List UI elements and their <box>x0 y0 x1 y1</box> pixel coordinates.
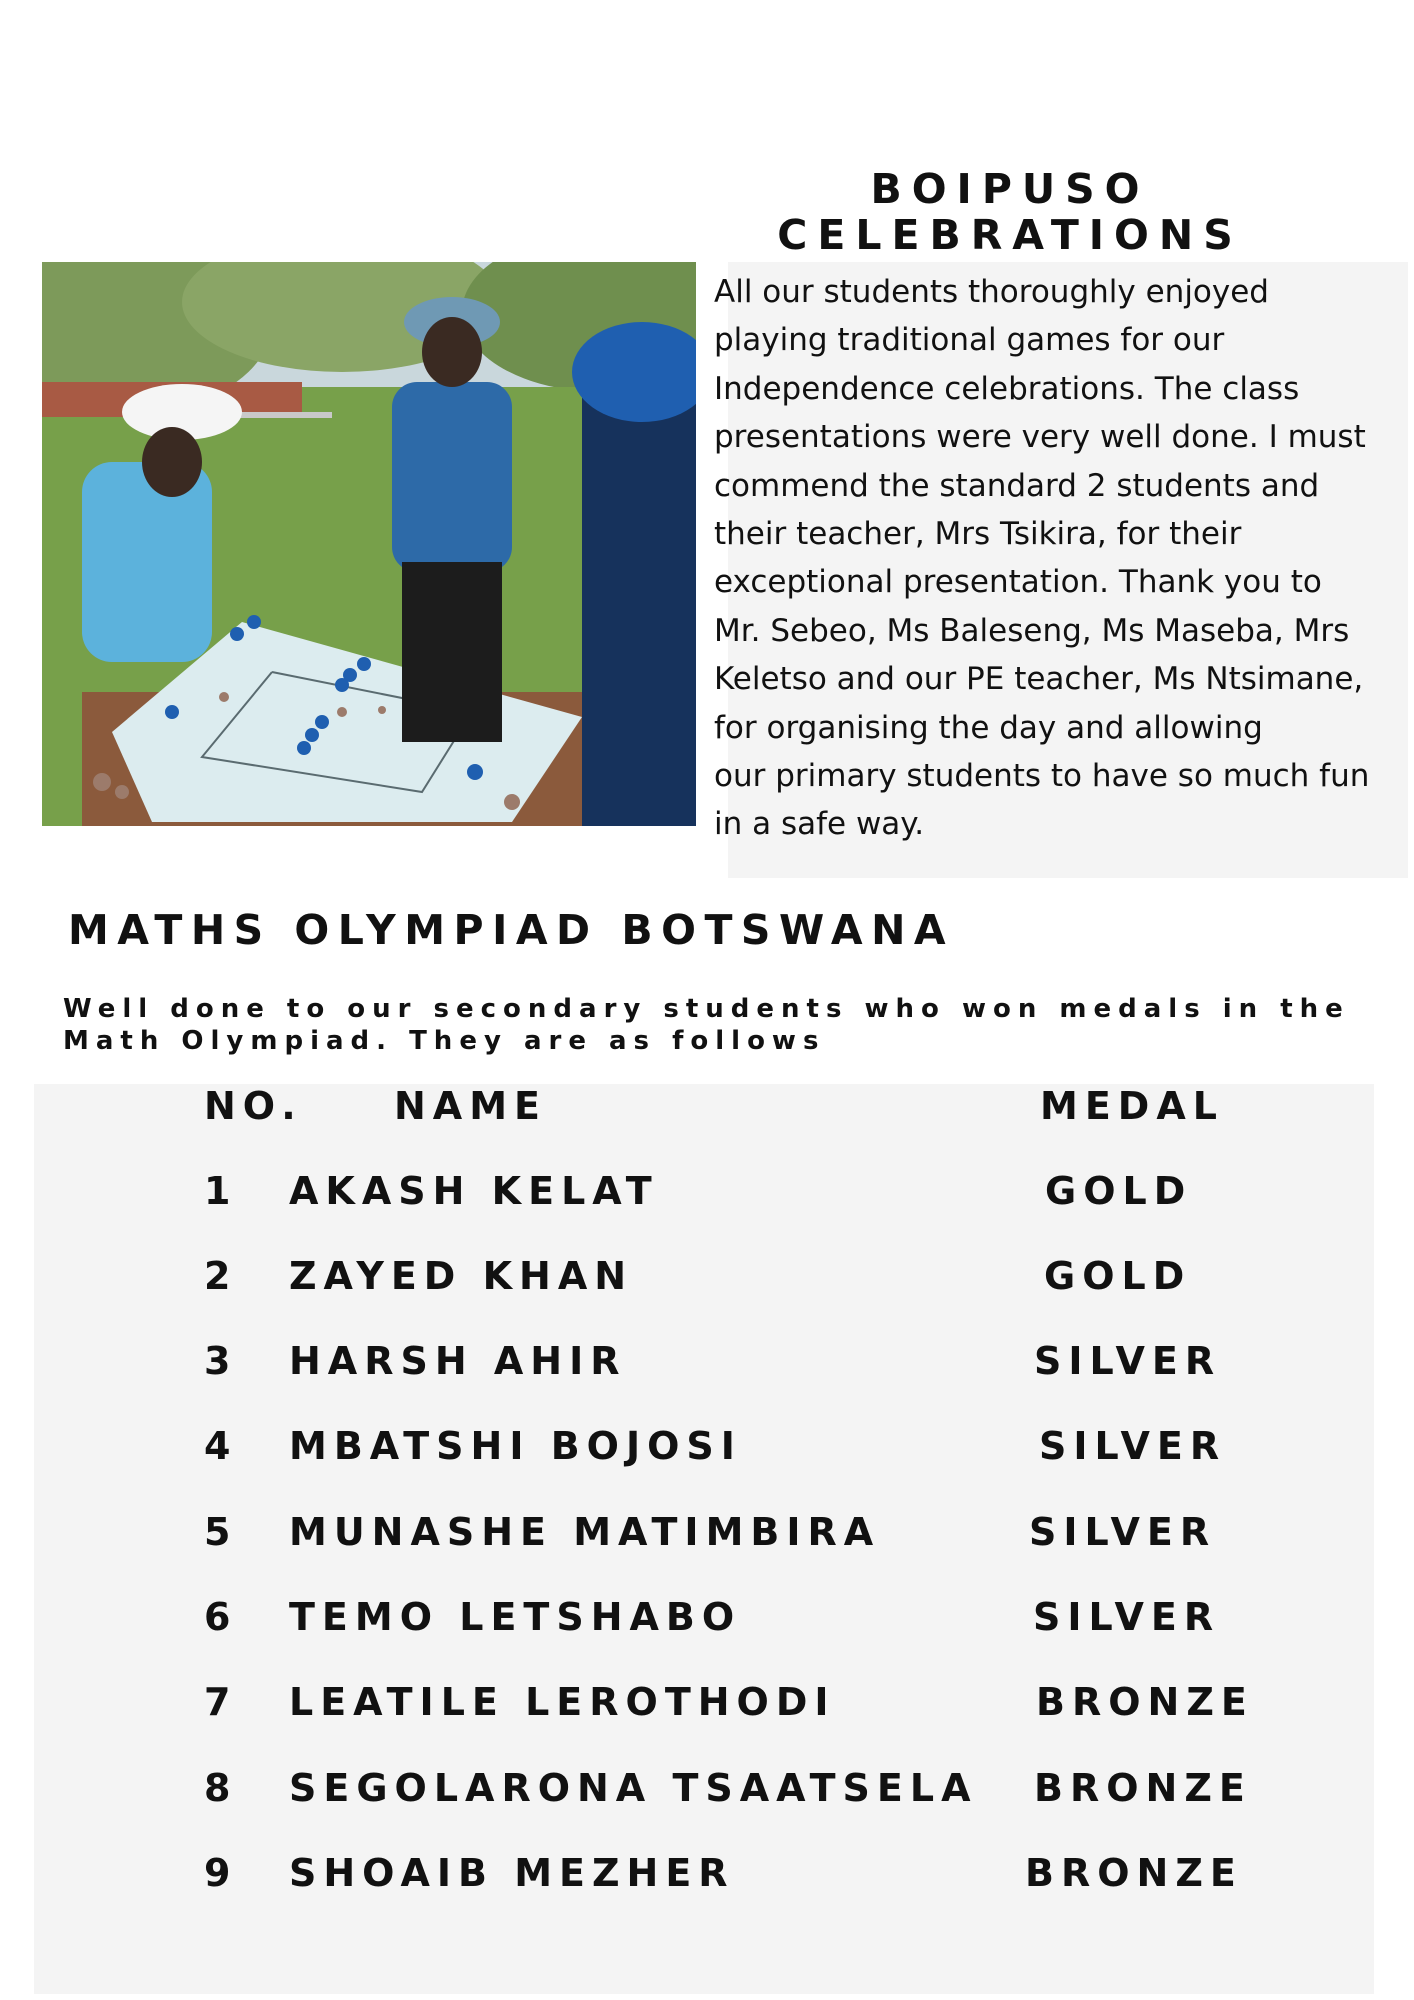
row-name: SEGOLARONA TSAATSELA <box>289 1766 978 1810</box>
row-name: MBATSHI BOJOSI <box>289 1424 742 1468</box>
subtitle-line: Well done to our secondary students who won medals in the <box>63 994 1350 1024</box>
row-name: HARSH AHIR <box>289 1339 627 1383</box>
story-paragraph <box>714 268 1404 849</box>
boipuso-heading <box>760 166 1260 258</box>
story-line: Independence celebrations. The class <box>714 370 1300 407</box>
row-number: 4 <box>204 1424 238 1468</box>
story-line: in a safe way. <box>714 806 925 843</box>
row-number: 6 <box>204 1595 238 1639</box>
row-name: LEATILE LEROTHODI <box>289 1680 836 1724</box>
row-medal: SILVER <box>1034 1339 1222 1383</box>
boipuso-heading-line1: BOIPUSO <box>870 165 1150 213</box>
story-line: exceptional presentation. Thank you to <box>714 564 1322 601</box>
row-medal: BRONZE <box>1025 1851 1243 1895</box>
row-medal: BRONZE <box>1036 1680 1254 1724</box>
row-medal: GOLD <box>1045 1169 1193 1213</box>
row-name: ZAYED KHAN <box>289 1254 634 1298</box>
row-number: 5 <box>204 1510 238 1554</box>
row-medal: SILVER <box>1033 1595 1221 1639</box>
story-line: Keletso and our PE teacher, Ms Ntsimane, <box>714 661 1364 698</box>
story-line: Mr. Sebeo, Ms Baleseng, Ms Maseba, Mrs <box>714 612 1350 649</box>
row-name: SHOAIB MEZHER <box>289 1851 735 1895</box>
header-no: NO. <box>204 1084 303 1128</box>
row-name: MUNASHE MATIMBIRA <box>289 1510 881 1554</box>
story-line: their teacher, Mrs Tsikira, for their <box>714 516 1242 553</box>
maths-olympiad-subtitle <box>63 993 1363 1057</box>
header-name: NAME <box>394 1084 547 1128</box>
row-name: TEMO LETSHABO <box>289 1595 742 1639</box>
row-number: 2 <box>204 1254 238 1298</box>
header-medal: MEDAL <box>1040 1084 1224 1128</box>
subtitle-line: Math Olympiad. They are as follows <box>63 1026 826 1056</box>
row-name: AKASH KELAT <box>289 1169 659 1213</box>
story-line: All our students thoroughly enjoyed <box>714 274 1269 310</box>
story-line: presentations were very well done. I must <box>714 419 1366 456</box>
row-medal: BRONZE <box>1034 1766 1252 1810</box>
row-medal: SILVER <box>1029 1510 1217 1554</box>
story-line: our primary students to have so much fun <box>714 758 1370 795</box>
row-medal: SILVER <box>1039 1424 1227 1468</box>
row-number: 3 <box>204 1339 238 1383</box>
celebration-photo <box>42 262 696 826</box>
row-number: 7 <box>204 1680 238 1724</box>
boipuso-heading-line2: CELEBRATIONS <box>777 211 1243 259</box>
maths-olympiad-title: MATHS OLYMPIAD BOTSWANA <box>68 906 955 954</box>
story-line: for organising the day and allowing <box>714 709 1263 746</box>
row-medal: GOLD <box>1044 1254 1192 1298</box>
row-number: 8 <box>204 1766 238 1810</box>
story-line: playing traditional games for our <box>714 322 1225 359</box>
story-line: commend the standard 2 students and <box>714 467 1320 504</box>
row-number: 9 <box>204 1851 238 1895</box>
row-number: 1 <box>204 1169 238 1213</box>
